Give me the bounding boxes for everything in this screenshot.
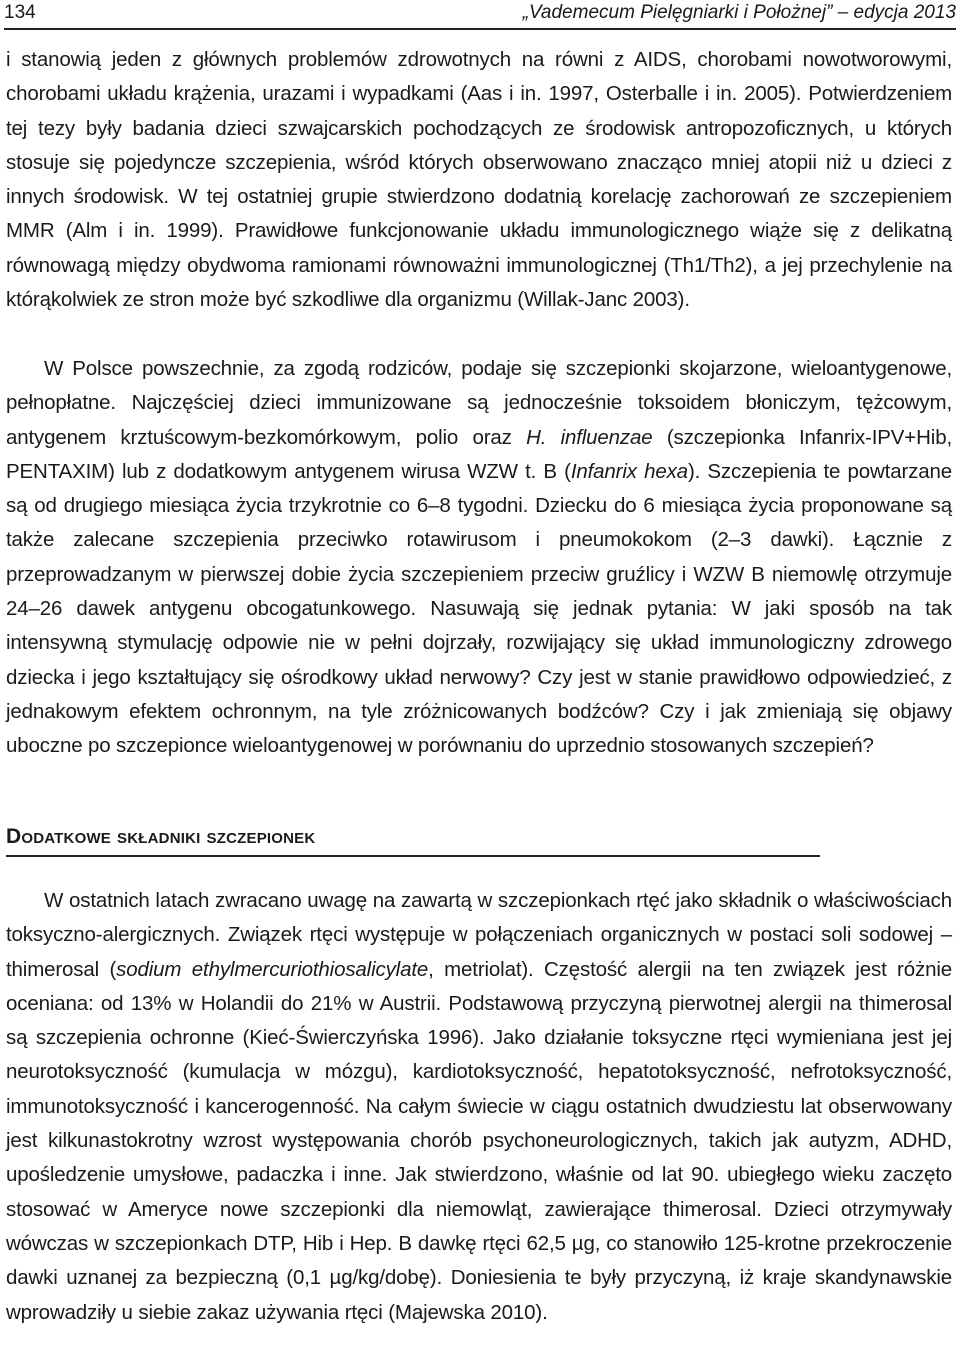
paragraph-3-italic: sodium ethylmercuriothiosalicylate bbox=[116, 957, 429, 981]
page-header bbox=[4, 0, 956, 30]
paragraph-3-text-a: W ostatnich latach zwracano uwagę na zawartą w szczepionkach rtęć jako składnik o właściwościach toksyczno-alergicznych. Związek rtęci występuje w połączeniach organicznych w postaci soli sodowej – thimerosal ( bbox=[6, 889, 952, 981]
paragraph-2-text-a: W Polsce powszechnie, za zgodą rodziców, podaje się szczepionki skojarzone, wieloantygenowe, pełnopłatne. Najczęściej dzieci immunizowane są jednocześnie toksoidem błoniczym, tężcowym, antygenem krztuścowym-bezkomórkowym, polio oraz bbox=[6, 357, 952, 449]
paragraph-1: i stanowią jeden z głównych problemów zdrowotnych na równi z AIDS, chorobami nowotworowymi, chorobami układu krążenia, urazami i wypadkami (Aas i in. 1997, Osterballe i in. 2005). Potwierdzeniem tej tezy były badania dzieci szwajcarskich pochodzących ze środowisk antropozoficznych, u których stosuje się pojedyncze szczepienia, wśród których obserwowano znacząco mniej atopii niż u dzieci z innych środowisk. W tej ostatniej grupie stwierdzono dodatnią korelację zachorowań ze szczepieniem MMR (Alm i in. 1999). Prawidłowe funkcjonowanie układu immunologicznego wiąże się z delikatną równowagą między obydwoma ramionami równoważni immunologicznej (Th1/Th2), a jej przechylenie na którąkolwiek ze stron może być szkodliwe dla organizmu (Willak-Janc 2003). bbox=[6, 48, 952, 312]
paragraph-3 bbox=[6, 884, 952, 1330]
paragraph-2-text-c: ). Szczepienia te powtarzane są od drugiego miesiąca życia trzykrotnie co 6–8 tygodni. Dziecku do 6 miesiąca życia proponowane są także zalecane szczepienia przeciwko rotawirusom i pneumokokom (2–3 dawki). Łącznie z przeprowadzanym w pierwszej dobie życia szczepieniem przeciw gruźlicy i WZW B niemowlę otrzymuje 24–26 dawek antygenu obcogatunkowego. Nasuwają się jednak pytania: W jaki sposób na tak intensywną stymulację odpowie nie w pełni dojrzały, rozwijający się układ immunologiczny zdrowego dziecka i jego kształtujący się ośrodkowy układ nerwowy? Czy jest w stanie prawidłowo odpowiedzieć, z jednakowym efektem ochronnym, na tyle zróżnicowanych bodźców? Czy i jak zmieniają się objawy uboczne po szczepionce wieloantygenowej w porównaniu do uprzednio stosowanych szczepień? bbox=[6, 459, 952, 758]
running-title: „Vademecum Pielęgniarki i Położnej” – edycja 2013 bbox=[522, 2, 956, 23]
section-heading: Dodatkowe składniki szczepionek bbox=[6, 825, 316, 848]
paragraph-3-text-b: , metriolat). Częstość alergii na ten związek jest różnie oceniana: od 13% w Holandii do 21% w Austrii. Podstawową przyczyną pierwotnej alergii na thimerosal są szczepienia ochronne (Kieć-Świerczyńska 1996). Jako działanie toksyczne rtęci wymieniana jest jej neurotoksyczność (kumulacja w mózgu), kardiotoksyczność, hepatotoksyczność, nefrotoksyczność, immunotoksyczność i kancerogenność. Na całym świecie w ciągu ostatnich dwudziestu lat obserwowany jest kilkunastokrotny wzrost występowania chorób psychoneurologicznych, takich jak autyzm, ADHD, upośledzenie umysłowe, padaczka i inne. Jak stwierdzono, właśnie od lat 90. ubiegłego wieku zaczęto stosować w Ameryce nowe szczepionki dla niemowląt, zawierające thimerosal. Dzieci otrzymywały wówczas w szczepionkach DTP, Hib i Hep. B dawkę rtęci 62,5 µg, co stanowiło 125-krotne przekroczenie dawki uznanej za bezpieczną (0,1 µg/kg/dobę). Doniesienia te były przyczyną, iż kraje skandynawskie wprowadziły u siebie zakaz używania rtęci (Majewska 2010). bbox=[6, 957, 952, 1324]
paragraph-2 bbox=[6, 352, 952, 764]
paragraph-2-italic-a: H. influenzae bbox=[526, 425, 653, 449]
paragraph-2-text-b: (szczepionka Infanrix-IPV+Hib, PENTAXIM) lub z dodatkowym antygenem wirusa WZW t. B ( bbox=[6, 425, 952, 483]
page-number: 134 bbox=[4, 2, 36, 23]
heading-underline bbox=[6, 855, 820, 857]
paragraph-2-italic-b: Infanrix hexa bbox=[570, 459, 688, 483]
